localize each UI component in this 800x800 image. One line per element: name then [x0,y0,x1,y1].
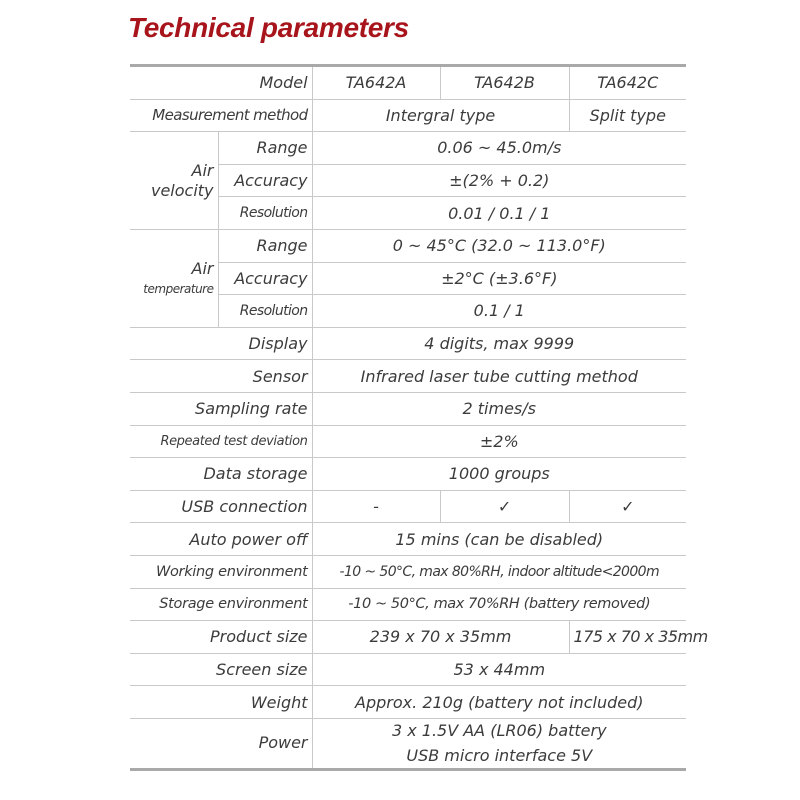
usb-ta642a: - [312,490,440,523]
display-value: 4 digits, max 9999 [312,327,686,360]
row-sensor [130,360,686,393]
air-velocity-group [130,132,218,230]
usb-ta642c-check-icon: ✓ [569,490,686,523]
measurement-method-ab: Intergral type [312,99,569,132]
model-ta642b: TA642B [440,66,569,100]
row-working-environment [130,555,686,588]
working-environment-value: -10 ~ 50°C, max 80%RH, indoor altitude<2000m [312,555,686,588]
data-storage-value: 1000 groups [312,458,686,491]
air-velocity-range-label: Range [218,132,312,165]
product-size-ab: 239 x 70 x 35mm [312,621,569,654]
air-velocity-resolution-value: 0.01 / 0.1 / 1 [312,197,686,230]
row-product-size [130,621,686,654]
row-weight [130,686,686,719]
power-line1: 3 x 1.5V AA (LR06) battery [391,720,607,740]
row-display [130,327,686,360]
sensor-value: Infrared laser tube cutting method [312,360,686,393]
row-air-temperature-range [130,229,686,262]
data-storage-label: Data storage [130,458,312,491]
sampling-rate-label: Sampling rate [130,392,312,425]
page-title: Technical parameters [128,12,409,43]
air-temperature-accuracy-value: ±2°C (±3.6°F) [312,262,686,295]
storage-environment-label: Storage environment [130,588,312,621]
row-data-storage [130,458,686,491]
row-auto-power-off [130,523,686,556]
row-power [130,718,686,770]
product-size-label: Product size [130,621,312,654]
row-air-velocity-range [130,132,686,165]
air-velocity-accuracy-value: ±(2% + 0.2) [312,164,686,197]
air-temperature-range-label: Range [218,229,312,262]
air-velocity-range-value: 0.06 ~ 45.0m/s [312,132,686,165]
usb-ta642b-check-icon: ✓ [440,490,569,523]
auto-power-off-label: Auto power off [130,523,312,556]
measurement-method-label: Measurement method [130,99,312,132]
product-size-c: 175 x 70 x 35mm [569,621,686,654]
sensor-label: Sensor [130,360,312,393]
display-label: Display [130,327,312,360]
row-measurement-method [130,99,686,132]
power-label: Power [130,718,312,770]
repeated-test-deviation-value: ±2% [312,425,686,458]
air-velocity-resolution-label: Resolution [218,197,312,230]
row-model [130,66,686,100]
air-temperature-group-line1: Air [191,259,214,279]
air-temperature-resolution-label: Resolution [218,295,312,328]
row-storage-environment [130,588,686,621]
auto-power-off-value: 15 mins (can be disabled) [312,523,686,556]
working-environment-label: Working environment [130,555,312,588]
screen-size-label: Screen size [130,653,312,686]
screen-size-value: 53 x 44mm [312,653,686,686]
spec-table [130,64,708,771]
usb-connection-label: USB connection [130,490,312,523]
air-temperature-group-line2: temperature [143,282,214,297]
air-temperature-resolution-value: 0.1 / 1 [312,295,686,328]
model-ta642c: TA642C [569,66,686,100]
air-temperature-range-value: 0 ~ 45°C (32.0 ~ 113.0°F) [312,229,686,262]
model-ta642a: TA642A [312,66,440,100]
power-value [312,718,686,770]
air-velocity-accuracy-label: Accuracy [218,164,312,197]
weight-value: Approx. 210g (battery not included) [312,686,686,719]
air-velocity-group-line1: Air [191,161,214,181]
air-velocity-group-line2: velocity [150,180,214,200]
row-usb-connection [130,490,686,523]
measurement-method-c: Split type [569,99,686,132]
model-label: Model [130,66,312,100]
row-repeated-test-deviation [130,425,686,458]
row-screen-size [130,653,686,686]
air-temperature-group [130,229,218,327]
air-temperature-accuracy-label: Accuracy [218,262,312,295]
power-line2: USB micro interface 5V [406,745,593,765]
weight-label: Weight [130,686,312,719]
repeated-test-deviation-label: Repeated test deviation [130,425,312,458]
row-sampling-rate [130,392,686,425]
storage-environment-value: -10 ~ 50°C, max 70%RH (battery removed) [312,588,686,621]
sampling-rate-value: 2 times/s [312,392,686,425]
